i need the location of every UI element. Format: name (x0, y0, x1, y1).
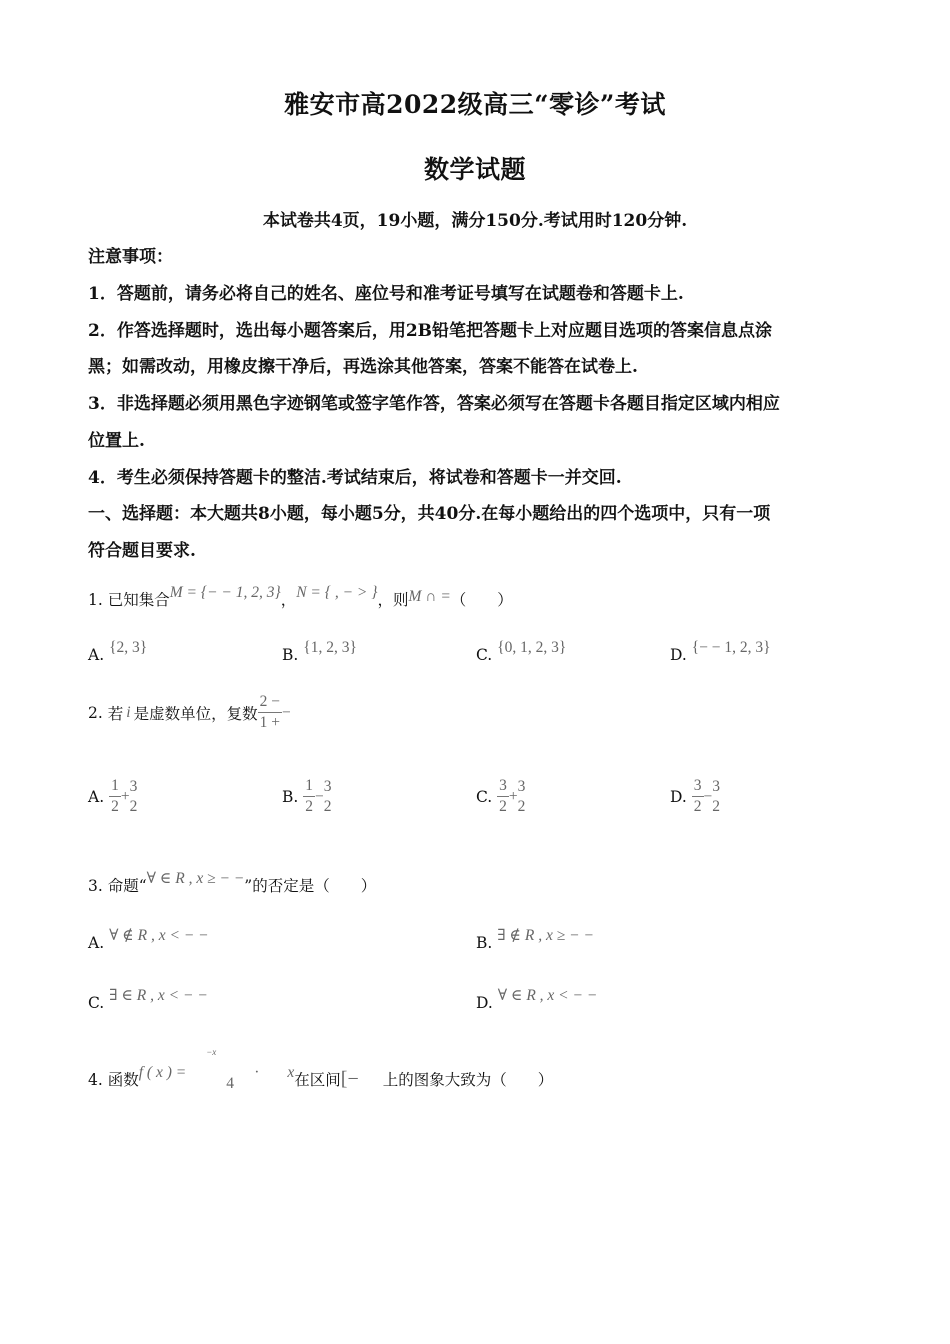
question-number: 3. (88, 877, 103, 895)
complex-fraction (258, 692, 282, 733)
option-label: D. (670, 646, 687, 664)
option-fraction (518, 777, 526, 817)
option-label: B. (282, 787, 299, 806)
option-label: A. (88, 787, 105, 806)
option-label: B. (282, 646, 299, 664)
option-label: B. (476, 934, 493, 952)
question-text: ，则 (377, 591, 409, 609)
imaginary-unit: i (126, 703, 131, 721)
option-label: D. (476, 994, 493, 1012)
operator: − (703, 787, 713, 805)
option-value: {1, 2, 3} (303, 639, 357, 656)
option-label: C. (88, 994, 105, 1012)
fraction-numerator: 3 (692, 776, 704, 797)
option-label: A. (88, 934, 105, 952)
fraction-denominator: 2 (499, 798, 507, 815)
variable-x: x (287, 1064, 295, 1081)
question-text: ”的否定是（ ） (244, 877, 377, 895)
note-number: 1． (88, 284, 117, 304)
option-label: D. (670, 787, 687, 806)
fraction-denominator: 2 (712, 797, 720, 815)
section-heading: 一、选择题：本大题共8小题，每小题5分，共40分.在每小题给出的四个选项中，只有一项 (88, 504, 771, 524)
note-2-continued: 黑；如需改动，用橡皮擦干净后，再选涂其他答案，答案不能答在试卷上. (88, 357, 638, 377)
q3-option-b[interactable] (476, 927, 594, 953)
section-heading-continued: 符合题目要求. (88, 541, 196, 561)
option-fraction (130, 777, 138, 817)
option-label: A. (88, 646, 105, 664)
operator: + (508, 787, 518, 805)
option-value: {− − 1, 2, 3} (691, 639, 771, 656)
q1-option-a[interactable] (88, 639, 148, 665)
option-value: {2, 3} (109, 639, 148, 656)
q1-option-b[interactable] (282, 639, 357, 665)
note-3-continued: 位置上. (88, 431, 145, 451)
option-value: ∃ ∈ R , x < − − (109, 987, 208, 1004)
exam-info: 本试卷共4页，19小题，满分150分.考试用时120分钟. (262, 211, 688, 231)
question-number: 2. (88, 703, 103, 722)
fraction-tail: − (281, 703, 291, 721)
option-fraction (692, 776, 704, 817)
note-text: 非选择题必须用黑色字迹钢笔或签字笔作答，答案必须写在答题卡各题目指定区域内相应 (116, 394, 780, 414)
question-text: 若 (107, 704, 124, 723)
fraction-numerator: 1 (303, 776, 315, 797)
exam-title: 雅安市高2022级高三“零诊”考试 (284, 90, 666, 119)
option-fraction (303, 776, 315, 817)
option-label: C. (476, 787, 493, 806)
fraction-denominator: 2 (111, 798, 119, 815)
function-expression: f ( x ) = (138, 1064, 187, 1081)
fraction-numerator: 2 − (258, 692, 282, 713)
set-m-expression: M = {− − 1, 2, 3} (169, 584, 281, 601)
set-n-expression: N = { , − > } (296, 584, 378, 601)
note-number: 2． (88, 321, 117, 341)
fraction-numerator: 1 (109, 776, 121, 797)
note-number: 4． (88, 468, 117, 488)
denominator: 4 (226, 1075, 234, 1092)
option-value: ∀ ∉ R , x < − − (109, 927, 209, 944)
question-2 (88, 692, 291, 733)
note-1 (88, 279, 684, 304)
option-fraction (324, 777, 332, 817)
q1-option-c[interactable] (476, 639, 567, 665)
note-text: 考生必须保持答题卡的整洁.考试结束后，将试卷和答题卡一并交回. (116, 468, 622, 488)
fraction-denominator: 2 (323, 797, 332, 815)
separator: ， (280, 591, 297, 609)
q2-option-b[interactable] (282, 776, 332, 817)
q2-option-c[interactable] (476, 776, 525, 817)
fraction-denominator: 1 + (259, 714, 280, 731)
q3-option-d[interactable] (476, 987, 598, 1013)
question-3 (88, 870, 377, 896)
question-text: 在区间 (294, 1071, 341, 1089)
option-value: ∀ ∈ R , x < − − (497, 987, 598, 1004)
question-text: 上的图象大致为（ ） (382, 1071, 554, 1089)
note-4 (88, 463, 622, 488)
function-body (186, 1047, 246, 1093)
fraction-numerator: 3 (712, 777, 720, 795)
question-4 (88, 1047, 554, 1093)
intersection-expression: M ∩ = (408, 588, 451, 605)
fraction-numerator: 3 (129, 777, 138, 795)
option-label: C. (476, 646, 493, 664)
option-fraction (497, 776, 509, 817)
question-number: 1. (88, 591, 103, 609)
q3-option-a[interactable] (88, 927, 209, 953)
exam-subtitle: 数学试题 (423, 155, 526, 184)
dot-operator: · (254, 1064, 260, 1081)
option-fraction (712, 777, 720, 817)
note-2 (88, 316, 772, 341)
note-text: 作答选择题时，选出每小题答案后，用2B铅笔把答题卡上对应题目选项的答案信息点涂 (116, 321, 773, 341)
question-text: 已知集合 (107, 591, 170, 609)
option-value: {0, 1, 2, 3} (497, 639, 567, 656)
q2-option-a[interactable] (88, 776, 137, 817)
fraction-numerator: 3 (323, 777, 332, 795)
fraction-denominator: 2 (693, 798, 702, 815)
answer-paren: （ ） (450, 591, 513, 609)
fraction-denominator: 2 (517, 797, 526, 815)
q2-option-d[interactable] (670, 776, 720, 817)
note-3 (88, 389, 780, 414)
note-text: 答题前，请务必将自己的姓名、座位号和准考证号填写在试题卷和答题卡上. (116, 284, 684, 304)
fraction-denominator: 2 (129, 797, 138, 815)
q1-option-d[interactable] (670, 639, 771, 665)
note-number: 3． (88, 394, 117, 414)
proposition-expression: ∀ ∈ R , x ≥ − − (146, 870, 245, 887)
q3-option-c[interactable] (88, 987, 208, 1013)
fraction-denominator: 2 (305, 798, 314, 815)
option-value: ∃ ∉ R , x ≥ − − (497, 927, 594, 944)
question-1 (88, 584, 513, 610)
fraction-numerator: 3 (517, 777, 526, 795)
question-number: 4. (88, 1071, 103, 1089)
question-text: 命题“ (107, 877, 147, 895)
fraction-numerator: 3 (497, 776, 509, 797)
question-text: 是虚数单位，复数 (133, 704, 258, 723)
exponent: −x (206, 1047, 217, 1057)
operator: + (120, 787, 130, 805)
notes-heading: 注意事项： (88, 247, 173, 267)
operator: − (315, 787, 324, 805)
option-fraction (109, 776, 121, 817)
question-text: 函数 (107, 1071, 139, 1089)
interval-expression: [− (340, 1068, 359, 1090)
